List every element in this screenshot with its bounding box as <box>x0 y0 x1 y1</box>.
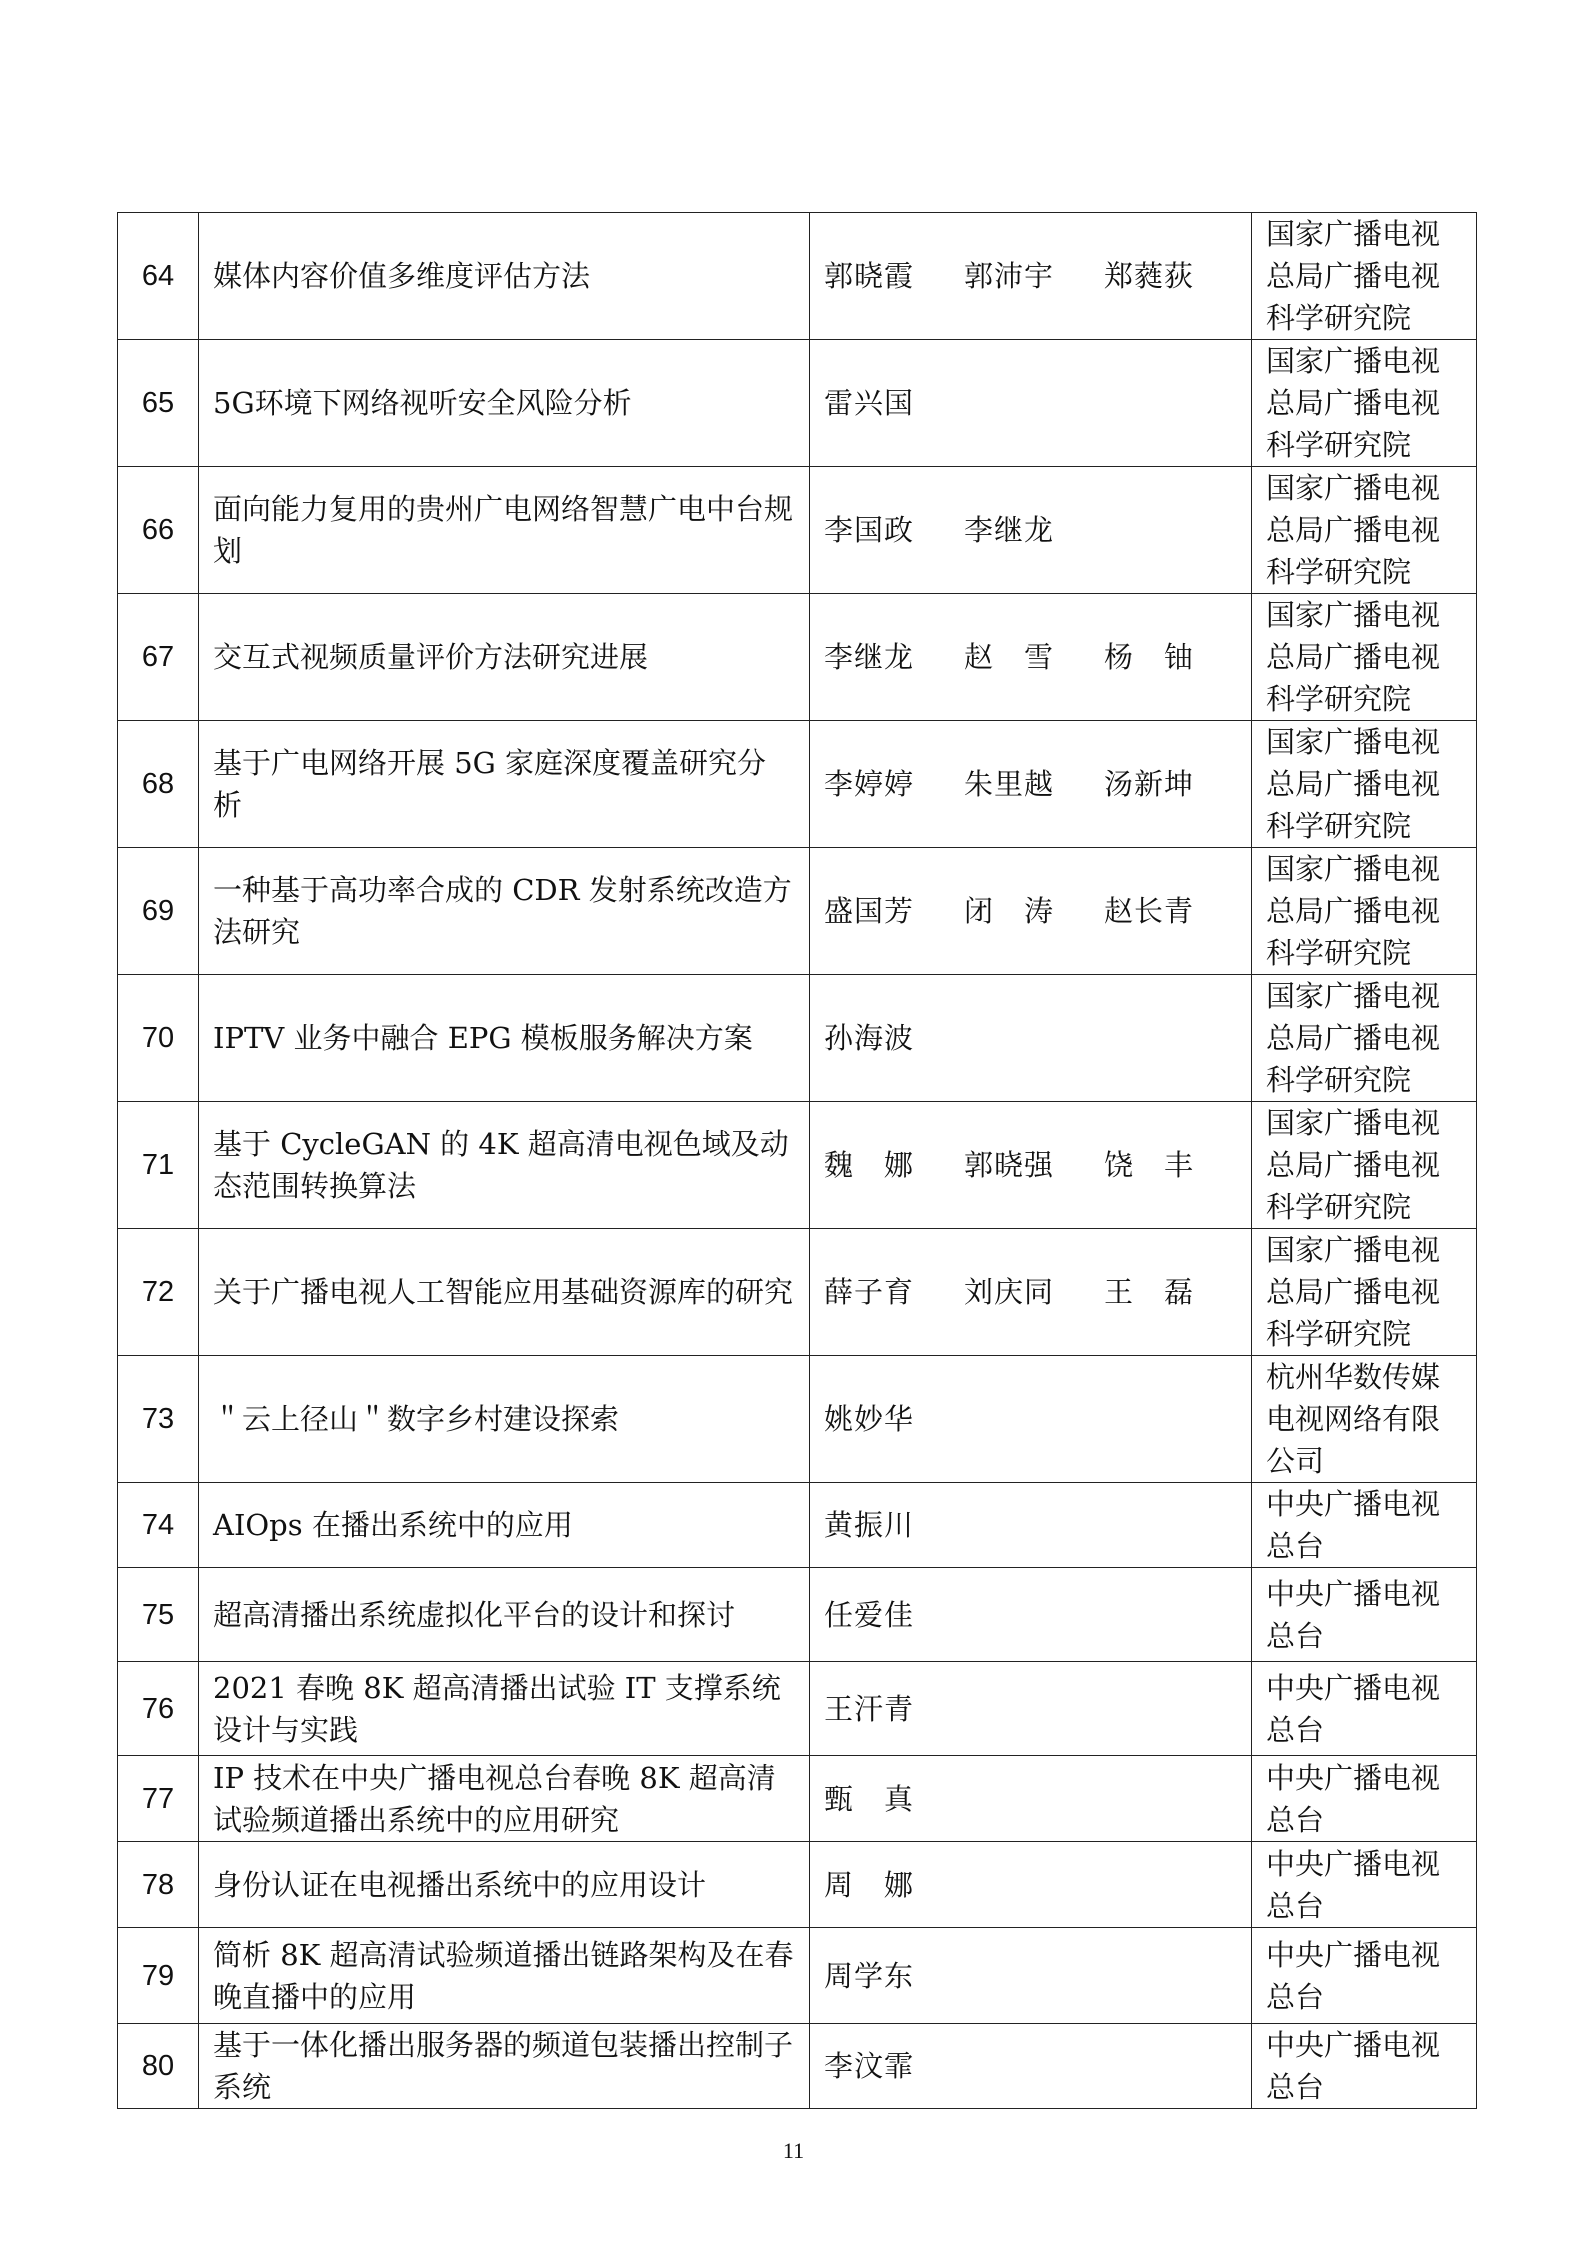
table-row <box>118 2024 1477 2109</box>
author-name: 刘庆同 <box>964 1275 1055 1309</box>
table-row <box>118 1483 1477 1568</box>
row-number: 67 <box>118 594 199 721</box>
row-number: 65 <box>118 340 199 467</box>
author-name: 黄振川 <box>824 1508 915 1542</box>
authors-cell <box>810 2024 1252 2109</box>
authors-cell <box>810 1928 1252 2024</box>
organization: 中央广播电视总台 <box>1252 1662 1477 1756</box>
author-name: 杨 铀 <box>1104 640 1195 674</box>
organization: 国家广播电视总局广播电视科学研究院 <box>1252 721 1477 848</box>
table-row <box>118 1756 1477 1842</box>
row-number: 77 <box>118 1756 199 1842</box>
paper-title: AIOps 在播出系统中的应用 <box>199 1483 810 1568</box>
authors-cell <box>810 975 1252 1102</box>
paper-title: IP 技术在中央广播电视总台春晚 8K 超高清试验频道播出系统中的应用研究 <box>199 1756 810 1842</box>
author-name: 饶 丰 <box>1104 1148 1195 1182</box>
table-row <box>118 1928 1477 2024</box>
organization: 中央广播电视总台 <box>1252 1568 1477 1662</box>
paper-title: 超高清播出系统虚拟化平台的设计和探讨 <box>199 1568 810 1662</box>
organization: 国家广播电视总局广播电视科学研究院 <box>1252 340 1477 467</box>
author-name: 李国政 <box>824 513 915 547</box>
author-name: 周学东 <box>824 1958 915 1993</box>
organization: 杭州华数传媒电视网络有限公司 <box>1252 1356 1477 1483</box>
organization: 国家广播电视总局广播电视科学研究院 <box>1252 213 1477 340</box>
paper-title: IPTV 业务中融合 EPG 模板服务解决方案 <box>199 975 810 1102</box>
author-name: 汤新坤 <box>1104 767 1195 801</box>
table-body <box>118 213 1477 2109</box>
author-name: 李继龙 <box>824 640 915 674</box>
author-name: 朱里越 <box>964 767 1055 801</box>
paper-title: 面向能力复用的贵州广电网络智慧广电中台规划 <box>199 467 810 594</box>
paper-title: 关于广播电视人工智能应用基础资源库的研究 <box>199 1229 810 1356</box>
author-name: 李继龙 <box>964 513 1055 547</box>
row-number: 71 <box>118 1102 199 1229</box>
authors-cell <box>810 721 1252 848</box>
table-row <box>118 848 1477 975</box>
author-name: 王 磊 <box>1104 1275 1195 1309</box>
row-number: 75 <box>118 1568 199 1662</box>
author-name: 雷兴国 <box>824 386 915 420</box>
author-name: 赵 雪 <box>964 640 1055 674</box>
author-name: 赵长青 <box>1104 894 1195 928</box>
row-number: 76 <box>118 1662 199 1756</box>
organization: 中央广播电视总台 <box>1252 1928 1477 2024</box>
authors-cell <box>810 1483 1252 1568</box>
author-name: 郑蕤荻 <box>1104 259 1195 293</box>
table-row <box>118 721 1477 848</box>
row-number: 73 <box>118 1356 199 1483</box>
organization: 国家广播电视总局广播电视科学研究院 <box>1252 1102 1477 1229</box>
author-name: 郭沛宇 <box>964 259 1055 293</box>
row-number: 64 <box>118 213 199 340</box>
row-number: 68 <box>118 721 199 848</box>
authors-cell <box>810 1568 1252 1662</box>
author-name: 魏 娜 <box>824 1148 915 1182</box>
table-row <box>118 467 1477 594</box>
row-number: 72 <box>118 1229 199 1356</box>
author-name: 姚妙华 <box>824 1402 915 1436</box>
paper-title: 一种基于高功率合成的 CDR 发射系统改造方法研究 <box>199 848 810 975</box>
author-name: 闭 涛 <box>964 894 1055 928</box>
author-name: 任爱佳 <box>824 1597 915 1632</box>
paper-title: 5G环境下网络视听安全风险分析 <box>199 340 810 467</box>
author-name: 盛国芳 <box>824 894 915 928</box>
awards-table <box>117 212 1477 2109</box>
authors-cell <box>810 340 1252 467</box>
row-number: 74 <box>118 1483 199 1568</box>
author-name: 孙海波 <box>824 1021 915 1055</box>
table-row <box>118 213 1477 340</box>
row-number: 80 <box>118 2024 199 2109</box>
paper-title: 交互式视频质量评价方法研究进展 <box>199 594 810 721</box>
table-row <box>118 594 1477 721</box>
authors-cell <box>810 1662 1252 1756</box>
row-number: 66 <box>118 467 199 594</box>
row-number: 79 <box>118 1928 199 2024</box>
table-row <box>118 1842 1477 1928</box>
author-name: 王汗青 <box>824 1691 915 1726</box>
author-name: 甄 真 <box>824 1781 915 1816</box>
organization: 中央广播电视总台 <box>1252 2024 1477 2109</box>
paper-title: 基于 CycleGAN 的 4K 超高清电视色域及动态范围转换算法 <box>199 1102 810 1229</box>
authors-cell <box>810 1356 1252 1483</box>
table-row <box>118 1356 1477 1483</box>
table-row <box>118 340 1477 467</box>
paper-title: 基于广电网络开展 5G 家庭深度覆盖研究分析 <box>199 721 810 848</box>
paper-title: ＂云上径山＂数字乡村建设探索 <box>199 1356 810 1483</box>
organization: 国家广播电视总局广播电视科学研究院 <box>1252 1229 1477 1356</box>
organization: 中央广播电视总台 <box>1252 1756 1477 1842</box>
page-number: 11 <box>782 2138 805 2163</box>
authors-cell <box>810 848 1252 975</box>
paper-title: 基于一体化播出服务器的频道包装播出控制子系统 <box>199 2024 810 2109</box>
row-number: 78 <box>118 1842 199 1928</box>
authors-cell <box>810 213 1252 340</box>
organization: 中央广播电视总台 <box>1252 1842 1477 1928</box>
author-name: 郭晓强 <box>964 1148 1055 1182</box>
author-name: 周 娜 <box>824 1867 915 1902</box>
author-name: 李汶霏 <box>824 2049 915 2083</box>
paper-title: 2021 春晚 8K 超高清播出试验 IT 支撑系统设计与实践 <box>199 1662 810 1756</box>
author-name: 李婷婷 <box>824 767 915 801</box>
authors-cell <box>810 1229 1252 1356</box>
organization: 中央广播电视总台 <box>1252 1483 1477 1568</box>
authors-cell <box>810 1842 1252 1928</box>
paper-title: 媒体内容价值多维度评估方法 <box>199 213 810 340</box>
row-number: 70 <box>118 975 199 1102</box>
organization: 国家广播电视总局广播电视科学研究院 <box>1252 848 1477 975</box>
table-row <box>118 1568 1477 1662</box>
paper-title: 身份认证在电视播出系统中的应用设计 <box>199 1842 810 1928</box>
organization: 国家广播电视总局广播电视科学研究院 <box>1252 467 1477 594</box>
row-number: 69 <box>118 848 199 975</box>
organization: 国家广播电视总局广播电视科学研究院 <box>1252 594 1477 721</box>
authors-cell <box>810 594 1252 721</box>
table-row <box>118 1662 1477 1756</box>
table-row <box>118 975 1477 1102</box>
authors-cell <box>810 1756 1252 1842</box>
table-row <box>118 1102 1477 1229</box>
authors-cell <box>810 467 1252 594</box>
author-name: 郭晓霞 <box>824 259 915 293</box>
table-row <box>118 1229 1477 1356</box>
authors-cell <box>810 1102 1252 1229</box>
paper-title: 简析 8K 超高清试验频道播出链路架构及在春晚直播中的应用 <box>199 1928 810 2024</box>
organization: 国家广播电视总局广播电视科学研究院 <box>1252 975 1477 1102</box>
author-name: 薛子育 <box>824 1275 915 1309</box>
